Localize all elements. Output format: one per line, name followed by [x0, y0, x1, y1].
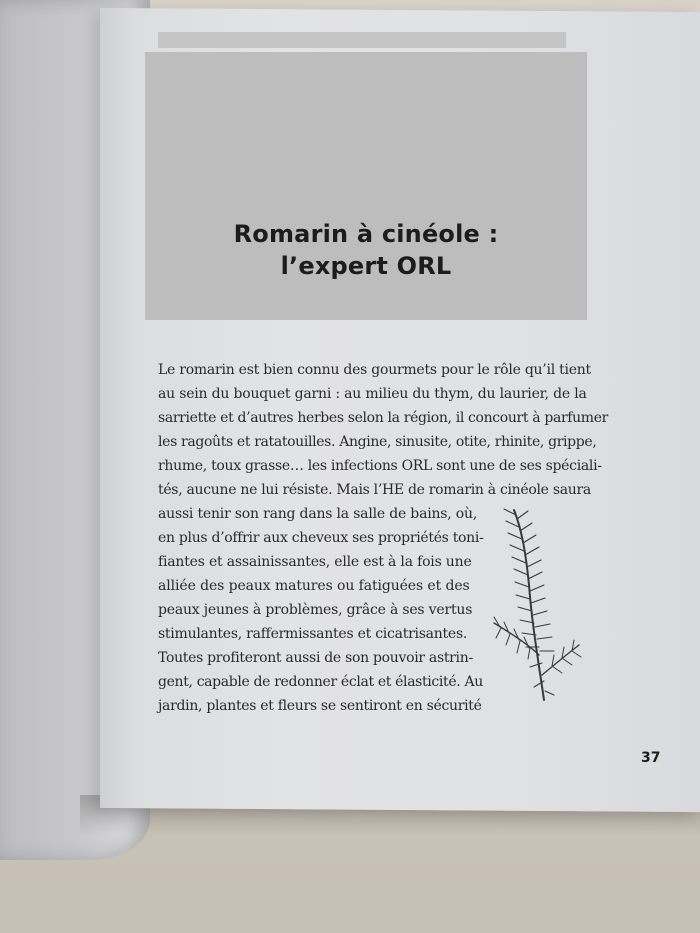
body-line-2: au sein du bouquet garni : au milieu du thym, du laurier, de la [158, 386, 587, 402]
body-line-6: tés, aucune ne lui résiste. Mais l’HE de romarin à cinéole saura [158, 482, 591, 498]
chapter-title-line-1: Romarin à cinéole : [233, 220, 499, 248]
body-line-3: sarriette et d’autres herbes selon la région, il concourt à parfumer [158, 410, 608, 426]
rosemary-sprig-icon [484, 505, 584, 705]
body-line-5: rhume, toux grasse… les infections ORL sont une de ses spéciali- [158, 458, 602, 474]
chapter-title [145, 218, 587, 282]
body-line-8: en plus d’offrir aux cheveux ses propriétés toni- [158, 530, 484, 546]
body-line-4: les ragoûts et ratatouilles. Angine, sinusite, otite, rhinite, grippe, [158, 434, 597, 450]
body-line-13: Toutes profiteront aussi de son pouvoir astrin- [158, 650, 473, 666]
body-line-15: jardin, plantes et fleurs se sentiront en sécurité [158, 698, 482, 714]
body-line-7: aussi tenir son rang dans la salle de bains, où, [158, 506, 478, 522]
body-line-10: alliée des peaux matures ou fatiguées et des [158, 578, 470, 594]
header-band [158, 32, 566, 48]
body-line-14: gent, capable de redonner éclat et élasticité. Au [158, 674, 483, 690]
body-line-11: peaux jeunes à problèmes, grâce à ses vertus [158, 602, 473, 618]
page-number: 37 [641, 750, 661, 766]
body-line-12: stimulantes, raffermissantes et cicatrisantes. [158, 626, 468, 642]
body-line-1: Le romarin est bien connu des gourmets pour le rôle qu’il tient [158, 362, 591, 378]
chapter-title-line-2: l’expert ORL [280, 252, 452, 280]
body-line-9: fiantes et assainissantes, elle est à la fois une [158, 554, 472, 570]
